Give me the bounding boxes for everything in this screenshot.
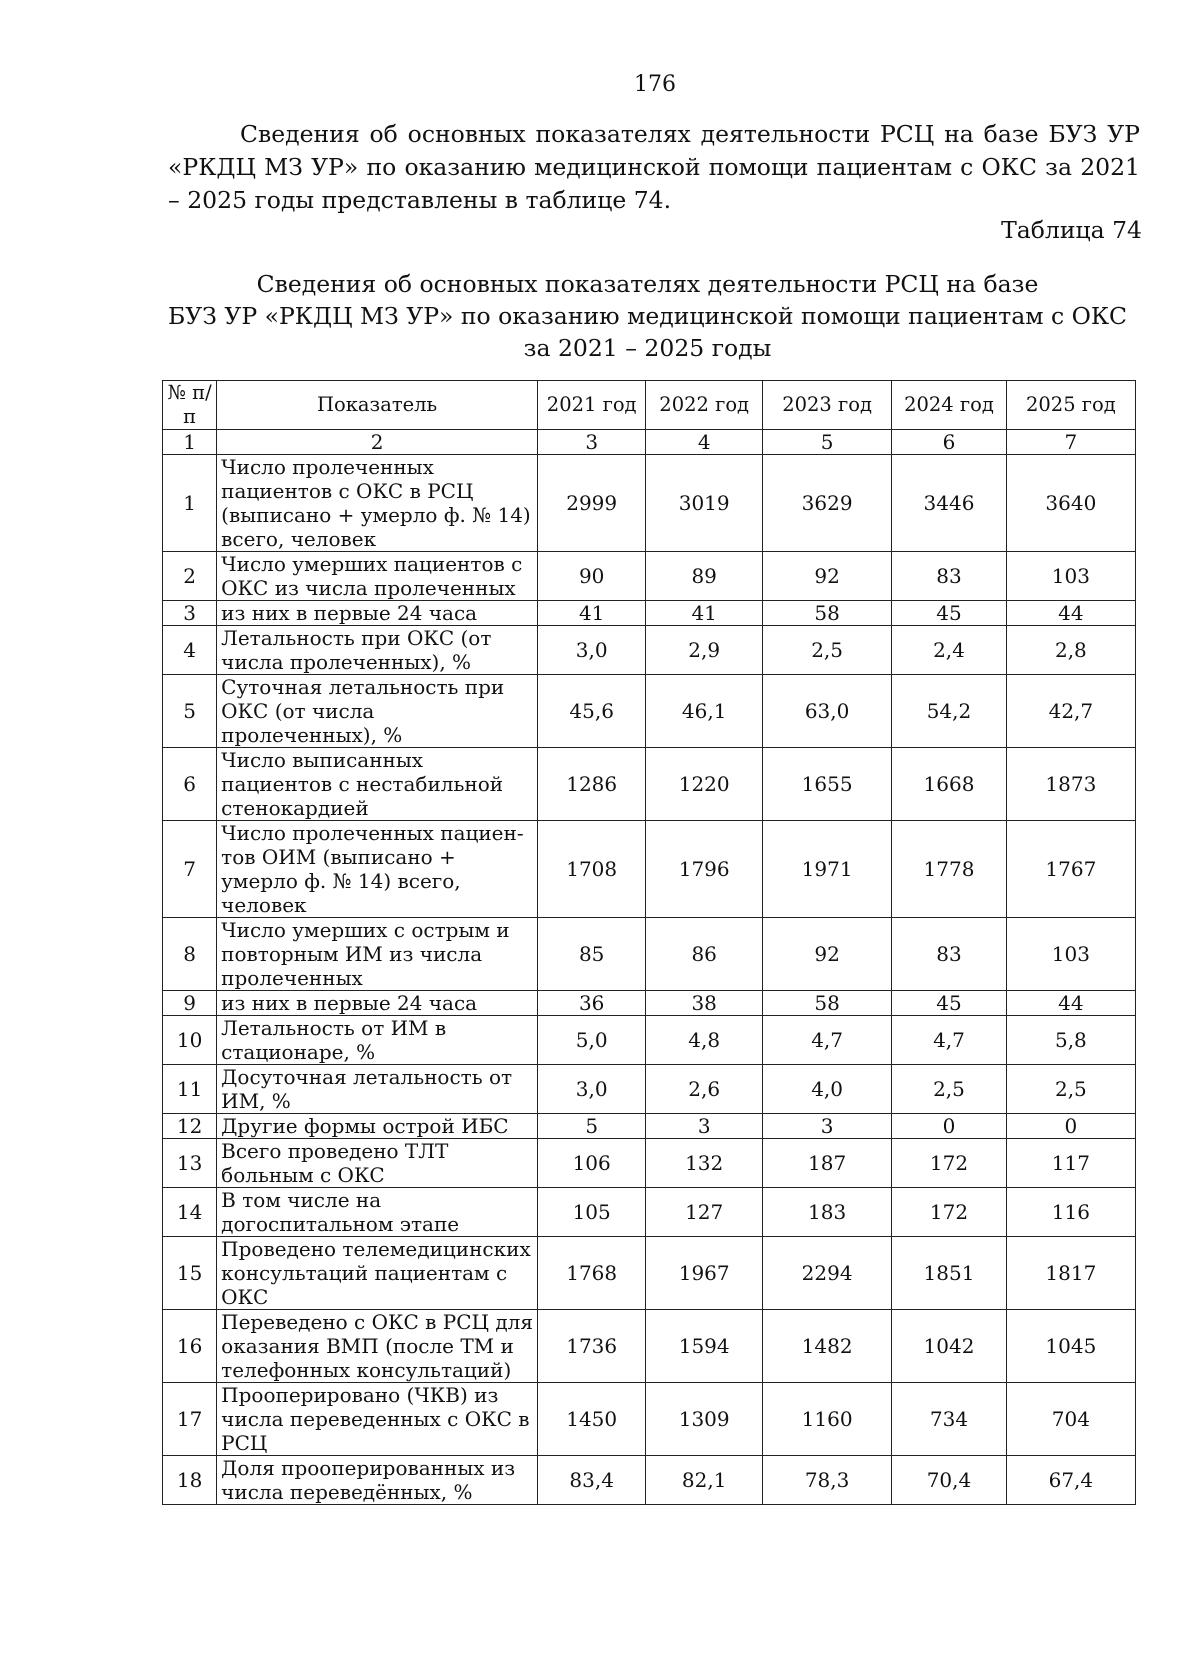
value-cell: 1851 [892, 1237, 1007, 1310]
indicator-cell: Число выписанных пациентов с нестабильной стенокардией [217, 748, 538, 821]
row-number: 7 [163, 821, 217, 918]
indicator-cell: Число умерших пациентов с ОКС из числа пролеченных [217, 552, 538, 601]
value-cell: 63,0 [763, 675, 892, 748]
row-number: 1 [163, 455, 217, 552]
value-cell: 44 [1006, 991, 1135, 1016]
indicator-cell: Летальность от ИМ в стационаре, % [217, 1016, 538, 1065]
value-cell: 2,5 [1006, 1065, 1135, 1114]
table-row [163, 1016, 1136, 1065]
value-cell: 83,4 [538, 1456, 646, 1505]
value-cell: 5 [538, 1114, 646, 1139]
value-cell: 0 [892, 1114, 1007, 1139]
value-cell: 90 [538, 552, 646, 601]
value-cell: 1873 [1006, 748, 1135, 821]
value-cell: 2,5 [892, 1065, 1007, 1114]
header-2023: 2023 год [763, 381, 892, 430]
value-cell: 734 [892, 1383, 1007, 1456]
value-cell: 1482 [763, 1310, 892, 1383]
row-number: 12 [163, 1114, 217, 1139]
value-cell: 172 [892, 1188, 1007, 1237]
value-cell: 4,0 [763, 1065, 892, 1114]
indicator-cell: из них в первые 24 часа [217, 601, 538, 626]
row-number: 9 [163, 991, 217, 1016]
value-cell: 2,9 [646, 626, 763, 675]
value-cell: 89 [646, 552, 763, 601]
row-number: 8 [163, 918, 217, 991]
row-number: 4 [163, 626, 217, 675]
indicator-cell: Летальность при ОКС (от числа пролеченных), % [217, 626, 538, 675]
header-2021: 2021 год [538, 381, 646, 430]
value-cell: 1042 [892, 1310, 1007, 1383]
table-row [163, 1188, 1136, 1237]
value-cell: 3019 [646, 455, 763, 552]
table-row [163, 1310, 1136, 1383]
table-row [163, 675, 1136, 748]
table-row [163, 1139, 1136, 1188]
value-cell: 38 [646, 991, 763, 1016]
value-cell: 127 [646, 1188, 763, 1237]
indicator-cell: Другие формы острой ИБС [217, 1114, 538, 1139]
table-row [163, 1065, 1136, 1114]
value-cell: 187 [763, 1139, 892, 1188]
value-cell: 1160 [763, 1383, 892, 1456]
value-cell: 36 [538, 991, 646, 1016]
header-2022: 2022 год [646, 381, 763, 430]
value-cell: 41 [538, 601, 646, 626]
value-cell: 1708 [538, 821, 646, 918]
value-cell: 5,0 [538, 1016, 646, 1065]
value-cell: 46,1 [646, 675, 763, 748]
table-row [163, 821, 1136, 918]
value-cell: 1768 [538, 1237, 646, 1310]
column-number: 6 [892, 430, 1007, 455]
table-row [163, 1383, 1136, 1456]
row-number: 16 [163, 1310, 217, 1383]
column-number: 5 [763, 430, 892, 455]
value-cell: 54,2 [892, 675, 1007, 748]
column-number: 3 [538, 430, 646, 455]
value-cell: 45 [892, 601, 1007, 626]
table-row [163, 601, 1136, 626]
header-row [163, 381, 1136, 430]
row-number: 13 [163, 1139, 217, 1188]
indicator-cell: Прооперировано (ЧКВ) из числа переведенных с ОКС в РСЦ [217, 1383, 538, 1456]
table-title-line-1: Сведения об основных показателях деятельности РСЦ на базе [256, 270, 1039, 298]
table-row [163, 991, 1136, 1016]
row-number: 10 [163, 1016, 217, 1065]
table-row [163, 455, 1136, 552]
row-number: 6 [163, 748, 217, 821]
indicator-cell: из них в первые 24 часа [217, 991, 538, 1016]
column-number: 2 [217, 430, 538, 455]
value-cell: 92 [763, 552, 892, 601]
value-cell: 2999 [538, 455, 646, 552]
value-cell: 85 [538, 918, 646, 991]
value-cell: 67,4 [1006, 1456, 1135, 1505]
row-number: 11 [163, 1065, 217, 1114]
table-row [163, 1237, 1136, 1310]
header-number: № п/п [163, 381, 217, 430]
table-row [163, 552, 1136, 601]
table-title-line-3: за 2021 – 2025 годы [523, 334, 772, 362]
table-row [163, 1114, 1136, 1139]
value-cell: 83 [892, 552, 1007, 601]
value-cell: 2,8 [1006, 626, 1135, 675]
row-number: 3 [163, 601, 217, 626]
value-cell: 42,7 [1006, 675, 1135, 748]
value-cell: 58 [763, 601, 892, 626]
value-cell: 1309 [646, 1383, 763, 1456]
value-cell: 4,8 [646, 1016, 763, 1065]
value-cell: 1767 [1006, 821, 1135, 918]
header-indicator: Показатель [217, 381, 538, 430]
table-row [163, 626, 1136, 675]
indicator-cell: Всего проведено ТЛТ больным с ОКС [217, 1139, 538, 1188]
value-cell: 1778 [892, 821, 1007, 918]
value-cell: 44 [1006, 601, 1135, 626]
value-cell: 116 [1006, 1188, 1135, 1237]
value-cell: 2294 [763, 1237, 892, 1310]
value-cell: 78,3 [763, 1456, 892, 1505]
data-table [162, 380, 1136, 1505]
column-number: 4 [646, 430, 763, 455]
column-number-row [163, 430, 1136, 455]
row-number: 15 [163, 1237, 217, 1310]
indicator-cell: Досуточная летальность от ИМ, % [217, 1065, 538, 1114]
value-cell: 1971 [763, 821, 892, 918]
row-number: 14 [163, 1188, 217, 1237]
value-cell: 704 [1006, 1383, 1135, 1456]
value-cell: 82,1 [646, 1456, 763, 1505]
value-cell: 132 [646, 1139, 763, 1188]
column-number: 7 [1006, 430, 1135, 455]
page-number: 176 [634, 72, 676, 97]
value-cell: 117 [1006, 1139, 1135, 1188]
value-cell: 70,4 [892, 1456, 1007, 1505]
value-cell: 86 [646, 918, 763, 991]
value-cell: 183 [763, 1188, 892, 1237]
value-cell: 105 [538, 1188, 646, 1237]
column-number: 1 [163, 430, 217, 455]
table-body [163, 455, 1136, 1505]
table-row [163, 918, 1136, 991]
value-cell: 3446 [892, 455, 1007, 552]
intro-paragraph: Сведения об основных показателях деятельности РСЦ на базе БУЗ УР «РКДЦ МЗ УР» по оказанию медицинской помощи пациентам с ОКС за 2021 – 2025 годы представлены в таблице 74. [168, 120, 1140, 214]
indicator-cell: Суточная летальность при ОКС (от числа пролеченных), % [217, 675, 538, 748]
value-cell: 0 [1006, 1114, 1135, 1139]
value-cell: 1796 [646, 821, 763, 918]
table-row [163, 1456, 1136, 1505]
value-cell: 103 [1006, 918, 1135, 991]
header-2025: 2025 год [1006, 381, 1135, 430]
value-cell: 4,7 [892, 1016, 1007, 1065]
indicator-cell: В том числе на догоспитальном этапе [217, 1188, 538, 1237]
value-cell: 2,5 [763, 626, 892, 675]
value-cell: 1450 [538, 1383, 646, 1456]
value-cell: 1286 [538, 748, 646, 821]
indicator-cell: Доля прооперированных из числа переведённых, % [217, 1456, 538, 1505]
value-cell: 1668 [892, 748, 1007, 821]
value-cell: 2,4 [892, 626, 1007, 675]
value-cell: 3629 [763, 455, 892, 552]
value-cell: 5,8 [1006, 1016, 1135, 1065]
value-cell: 1045 [1006, 1310, 1135, 1383]
value-cell: 83 [892, 918, 1007, 991]
value-cell: 4,7 [763, 1016, 892, 1065]
value-cell: 1817 [1006, 1237, 1135, 1310]
value-cell: 58 [763, 991, 892, 1016]
value-cell: 45,6 [538, 675, 646, 748]
value-cell: 1594 [646, 1310, 763, 1383]
row-number: 17 [163, 1383, 217, 1456]
indicator-cell: Число умерших с острым и повторным ИМ из числа пролеченных [217, 918, 538, 991]
row-number: 2 [163, 552, 217, 601]
value-cell: 45 [892, 991, 1007, 1016]
value-cell: 92 [763, 918, 892, 991]
table-title-line-2: БУЗ УР «РКДЦ МЗ УР» по оказанию медицинской помощи пациентам с ОКС [167, 302, 1128, 330]
value-cell: 3,0 [538, 1065, 646, 1114]
indicator-cell: Проведено телемедицинских консультаций пациентам с ОКС [217, 1237, 538, 1310]
value-cell: 106 [538, 1139, 646, 1188]
indicator-cell: Число пролеченных пациентов с ОКС в РСЦ (выписано + умерло ф. № 14) всего, человек [217, 455, 538, 552]
value-cell: 3 [646, 1114, 763, 1139]
value-cell: 1220 [646, 748, 763, 821]
value-cell: 1967 [646, 1237, 763, 1310]
indicator-cell: Переведено с ОКС в РСЦ для оказания ВМП (после ТМ и телефонных консультаций) [217, 1310, 538, 1383]
value-cell: 1736 [538, 1310, 646, 1383]
value-cell: 3640 [1006, 455, 1135, 552]
row-number: 5 [163, 675, 217, 748]
value-cell: 3 [763, 1114, 892, 1139]
value-cell: 2,6 [646, 1065, 763, 1114]
indicator-cell: Число пролеченных пациен-тов ОИМ (выписано + умерло ф. № 14) всего, человек [217, 821, 538, 918]
value-cell: 3,0 [538, 626, 646, 675]
value-cell: 41 [646, 601, 763, 626]
value-cell: 1655 [763, 748, 892, 821]
header-2024: 2024 год [892, 381, 1007, 430]
table-label: Таблица 74 [1001, 216, 1142, 244]
table-row [163, 748, 1136, 821]
row-number: 18 [163, 1456, 217, 1505]
table-title [160, 268, 1135, 364]
value-cell: 103 [1006, 552, 1135, 601]
value-cell: 172 [892, 1139, 1007, 1188]
